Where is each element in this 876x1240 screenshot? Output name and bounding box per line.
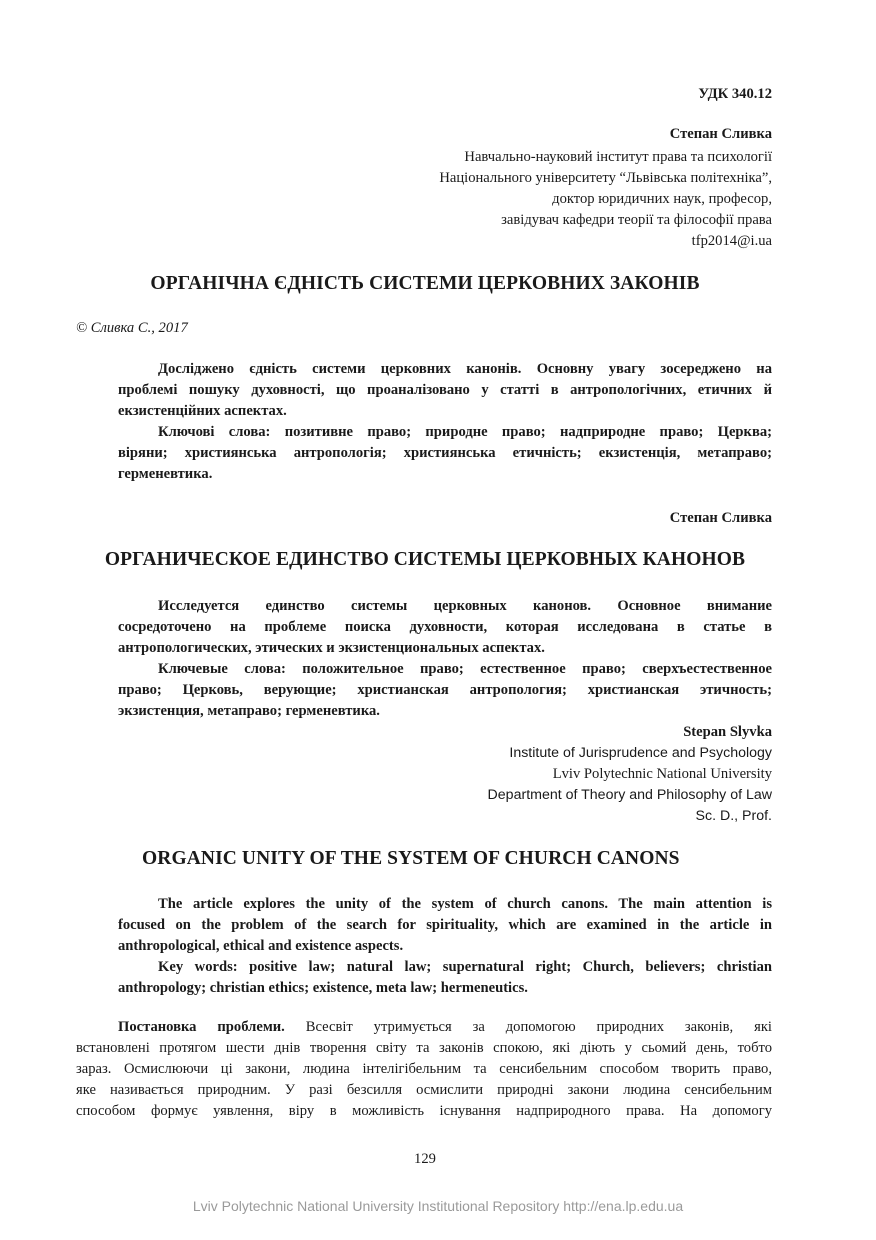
abstract-line: екзистенційних аспектах. [118, 403, 287, 419]
en-keywords [118, 957, 772, 999]
ru-author-name: Степан Сливка [669, 510, 772, 526]
ru-keywords [118, 659, 772, 722]
repository-footer: Lviv Polytechnic National University Institutional Repository http://ena.lp.edu.ua [192, 1198, 684, 1214]
abstract-line: anthropological, ethical and existence aspects. [118, 938, 404, 954]
body-line: яке називається природним. У разі безсилля осмислити природні закони людина сенсибельним [76, 1082, 772, 1098]
affiliation-line: доктор юридичних наук, професор, [552, 191, 772, 207]
keywords-line: anthropology; christian ethics; existence, meta law; hermeneutics. [118, 980, 528, 996]
affiliation-line: Навчально-науковий інститут права та психології [464, 149, 772, 165]
affiliation-line: завідувач кафедри теорії та філософії права [501, 212, 772, 228]
ru-abstract-text [118, 596, 772, 659]
abstract-line: сосредоточено на проблеме поиска духовности, которая исследована в статье в [118, 619, 772, 635]
uk-abstract [118, 359, 772, 485]
uk-author-name: Степан Сливка [669, 126, 772, 142]
abstract-line: The article explores the unity of the system of church canons. The main attention is [158, 896, 772, 912]
body-paragraph [76, 1017, 772, 1122]
uk-article-title: ОРГАНІЧНА ЄДНІСТЬ СИСТЕМИ ЦЕРКОВНИХ ЗАКОНІВ [150, 273, 700, 294]
body-line: встановлені протягом шести днів творення світу та законів спокою, які діють у сьомий день, тобто [76, 1040, 772, 1056]
en-author-block [488, 722, 772, 827]
en-author-institute: Institute of Jurisprudence and Psychology [509, 745, 772, 761]
keywords-line: Ключові слова: позитивне право; природне право; надприродне право; Церква; [158, 424, 772, 440]
abstract-line: focused on the problem of the search for spirituality, which are examined in the article in [118, 917, 772, 933]
keywords-line: герменевтика. [118, 466, 213, 482]
body-line: зараз. Осмислюючи ці закони, людина інтелігібельним та сенсибельним способом творить право, [76, 1061, 772, 1077]
author-email: tfp2014@i.ua [691, 233, 772, 249]
section-heading: Постановка проблеми. [118, 1019, 285, 1035]
udc-code: УДК 340.12 [698, 86, 772, 102]
ru-article-title: ОРГАНИЧЕСКОЕ ЕДИНСТВО СИСТЕМЫ ЦЕРКОВНЫХ КАНОНОВ [104, 549, 746, 570]
keywords-line: Key words: positive law; natural law; supernatural right; Church, believers; christian [158, 959, 772, 975]
en-author-degree: Sc. D., Prof. [695, 808, 772, 824]
abstract-line: Досліджено єдність системи церковних канонів. Основну увагу зосереджено на [158, 361, 772, 377]
en-author-name: Stepan Slyvka [683, 724, 772, 740]
keywords-line: право; Церковь, верующие; христианская антропология; христианская этичность; [118, 682, 772, 698]
abstract-line: Исследуется единство системы церковных канонов. Основное внимание [158, 598, 772, 614]
body-first-line [76, 1017, 772, 1038]
en-article-title: ORGANIC UNITY OF THE SYSTEM OF CHURCH CANONS [142, 848, 680, 869]
copyright-notice: © Сливка С., 2017 [76, 320, 188, 336]
en-author-department: Department of Theory and Philosophy of Law [487, 787, 772, 803]
page-number: 129 [414, 1151, 436, 1167]
affiliation-line: Національного університету “Львівська політехніка”, [439, 170, 772, 186]
en-abstract-text [118, 894, 772, 957]
en-abstract [118, 894, 772, 999]
body-text: Всесвіт утримується за допомогою природних законів, які [305, 1019, 772, 1035]
ru-abstract [118, 596, 772, 722]
abstract-line: антропологических, этических и экзистенциональных аспектах. [118, 640, 545, 656]
uk-author-affiliation [439, 147, 772, 252]
uk-keywords [118, 422, 772, 485]
keywords-line: віряни; християнська антропологія; християнська етичність; екзистенція, метаправо; [118, 445, 772, 461]
uk-abstract-text [118, 359, 772, 422]
keywords-line: Ключевые слова: положительное право; естественное право; сверхъестественное [158, 661, 772, 677]
body-line: способом формує уявлення, віру в можливість існування надприродного права. На допомогу [76, 1103, 772, 1119]
en-author-university: Lviv Polytechnic National University [552, 766, 772, 782]
abstract-line: проблемі пошуку духовності, що проаналізовано у статті в антропологічних, етичних й [118, 382, 772, 398]
keywords-line: экзистенция, метаправо; герменевтика. [118, 703, 380, 719]
